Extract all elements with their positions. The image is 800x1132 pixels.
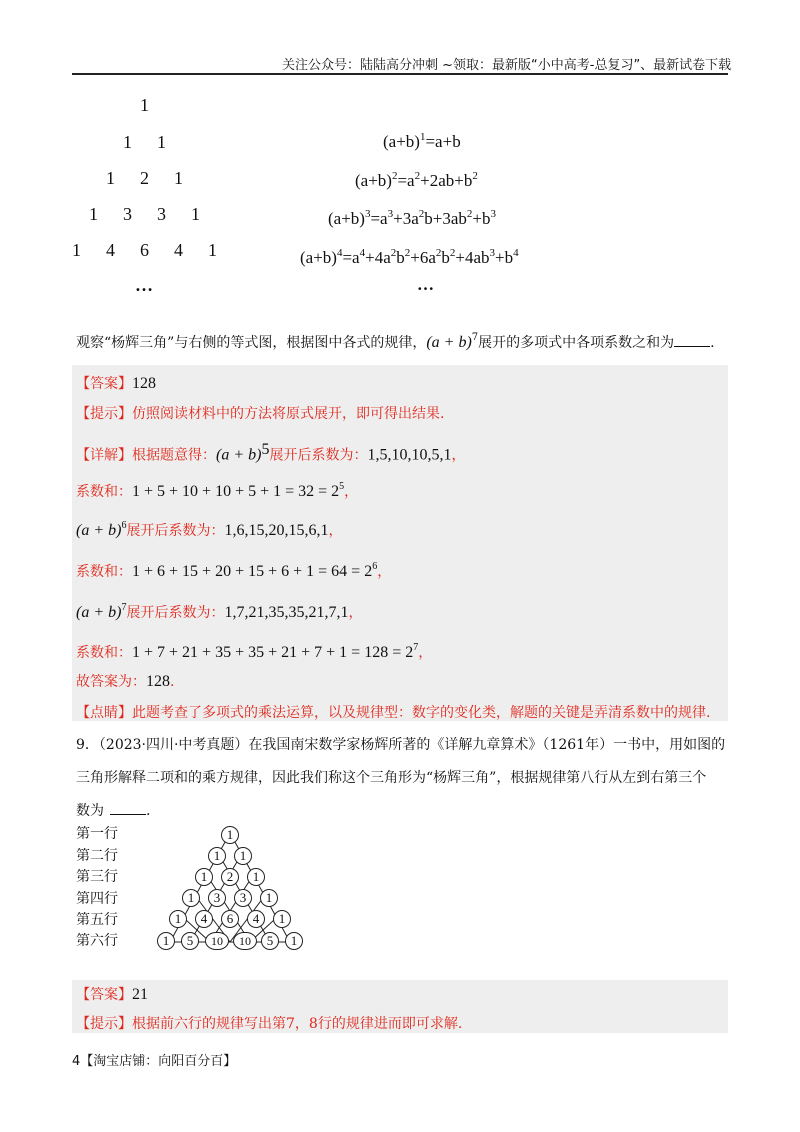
comma: ， [377,564,392,580]
eq3-term-exp: 2 [466,208,473,220]
q9-line-2: 三角形解释二项和的乘方规律，因此我们称这个三角形为“杨辉三角”，根据规律第八行从左到右第三个 [76,770,707,786]
eq4-exp: 4 [336,247,343,259]
eq1-lhs: (a+b) [383,132,420,151]
power6-exp: 6 [121,520,127,531]
power6-text: 展开后系数为： [126,523,225,539]
eq4-term: +4a [365,248,391,267]
tri-r1-c1: 1 [140,95,149,115]
tri-r3-c2: 2 [140,168,149,188]
tri-r5-c2: 4 [106,240,115,260]
hint-line [76,403,444,423]
comma: ， [348,605,363,621]
page-footer: 4【淘宝店铺：向阳百分百】 [72,1054,237,1069]
hint-tag: 【提示】 [76,1016,132,1032]
sum5-expr: 1 + 5 + 10 + 10 + 5 + 1 = 32 = 2 [132,483,340,500]
row-label-6: 第六行 [76,933,118,949]
sum7-line [76,642,432,662]
row-label-3: 第三行 [76,869,118,885]
eq2-term-exp: 2 [414,170,421,182]
tri-r5-c4: 4 [174,240,183,260]
hint-tag: 【提示】 [76,406,132,422]
tri-r2-c2: 1 [157,132,166,152]
equation-4 [300,248,519,268]
eq4-term-exp: 4 [359,247,366,259]
circle-r5-c3: 6 [221,910,239,928]
tri-r5-c1: 1 [72,240,81,260]
power5-math: (a + b) [216,446,262,464]
circle-r6-c1: 1 [157,932,175,950]
tri-r4-c3: 3 [157,204,166,224]
answer-tag: 【答案】 [76,376,132,392]
tri-r3-c1: 1 [106,168,115,188]
comment-line [76,702,710,722]
q8-text [76,332,715,352]
eq4-term-exp: 2 [404,247,411,259]
answer-value: 128 [132,375,156,392]
eq4-term: b [441,248,450,267]
hint-text: 仿照阅读材料中的方法将原式展开，即可得出结果. [132,406,445,422]
circle-r5-c2: 4 [195,910,213,928]
q9-line-3-pre: 数为 [76,803,104,819]
answer-tag: 【答案】 [76,987,132,1003]
header-divider [72,73,728,75]
answer-value: 21 [132,986,148,1003]
answer-blank [110,804,146,815]
comma: ， [451,447,466,464]
answer-line [76,373,156,393]
eq4-term-exp: 2 [435,247,442,259]
detail-tag: 【详解】 [76,447,132,464]
circle-r1-c1: 1 [221,826,239,844]
eq3-exp: 3 [364,208,371,220]
eq4-term: b [396,248,405,267]
sum-label: 系数和： [76,645,132,661]
tri-r4-c1: 1 [89,204,98,224]
sum-label: 系数和： [76,564,132,580]
detail-text: 根据题意得： [132,447,216,464]
eq-ellipsis: … [417,275,434,294]
circle-r2-c2: 1 [234,847,252,865]
eq4-term-exp: 2 [390,247,397,259]
sum-label: 系数和： [76,484,132,500]
eq3-lhs: (a+b) [328,209,365,228]
eq3-term: +b [472,209,491,228]
answer-blank [674,336,710,347]
circle-r6-c2: 5 [181,932,199,950]
hint9-line [76,1013,462,1033]
comma: ， [328,523,343,539]
eq3-term: +3a [393,209,419,228]
power7-line [76,602,362,622]
eq4-term-exp: 4 [513,247,519,259]
final-answer-line [76,671,174,691]
eq1-exp: 1 [419,131,426,143]
circle-r3-c3: 1 [247,868,265,886]
circle-r4-c4: 1 [260,889,278,907]
tri-r3-c3: 1 [174,168,183,188]
circle-r5-c5: 1 [273,910,291,928]
q8-end: . [710,335,715,351]
power7-exp: 7 [121,602,127,613]
q9-line-1: 9．（2023·四川·中考真题）在我国南宋数学家杨辉所著的《详解九章算术》（1261年）一书中，用如图的 [76,737,726,753]
eq4-term: +6a [410,248,436,267]
final-end: . [170,674,175,690]
sum5-line [76,481,358,501]
circle-r6-c5: 5 [261,932,279,950]
power6-coeffs: 1,6,15,20,15,6,1 [224,522,329,539]
power7-math: (a + b) [76,604,122,621]
circle-r2-c1: 1 [208,847,226,865]
row-label-2: 第二行 [76,848,118,864]
sum7-expr: 1 + 7 + 21 + 35 + 35 + 21 + 7 + 1 = 128 = 2 [132,644,414,661]
eq3-term-exp: 3 [387,208,394,220]
q9-line-3 [76,800,150,820]
hint-text: 根据前六行的规律写出第7，8行的规律进而即可求解. [132,1016,463,1032]
sum6-exp: 6 [372,561,378,572]
eq3-term-exp: 2 [418,208,425,220]
eq3-term: =a [370,209,388,228]
circle-r5-c1: 1 [169,910,187,928]
tri-r4-c2: 3 [123,204,132,224]
sum6-expr: 1 + 6 + 15 + 20 + 15 + 6 + 1 = 64 = 2 [132,563,373,580]
q8-text-pre: 观察“杨辉三角”与右侧的等式图，根据图中各式的规律， [76,335,427,351]
q8-text-post: 展开的多项式中各项系数之和为 [478,335,675,351]
eq2-lhs: (a+b) [355,171,392,190]
power5-exp: 5 [261,441,270,458]
eq4-term: +b [495,248,514,267]
q9-line-3-end: . [146,803,151,819]
comment-tag: 【点睛】 [76,705,132,721]
answer9-line [76,984,148,1004]
final-value: 128 [146,673,170,690]
eq1-rhs: =a+b [425,132,461,151]
comma: ， [418,645,433,661]
power6-math: (a + b) [76,522,122,539]
equation-3 [328,209,496,229]
eq4-term: +4ab [455,248,490,267]
power7-coeffs: 1,7,21,35,35,21,7,1 [224,604,349,621]
circle-r3-c1: 1 [195,868,213,886]
eq2-term-exp: 2 [472,170,478,182]
sum5-exp: 5 [339,481,345,492]
circle-r5-c4: 4 [247,910,265,928]
power5-text: 展开后系数为： [269,447,368,464]
circle-r4-c3: 3 [234,889,252,907]
eq3-term-exp: 3 [490,208,496,220]
power5-coeffs: 1,5,10,10,5,1 [367,446,452,464]
eq2-term: =a [397,171,415,190]
circle-r6-c6: 1 [285,932,303,950]
tri-r2-c1: 1 [123,132,132,152]
circle-r3-c2: 2 [221,868,239,886]
tri-r4-c4: 1 [191,204,200,224]
eq4-lhs: (a+b) [300,248,337,267]
sum6-line [76,561,391,581]
circle-r4-c2: 3 [208,889,226,907]
row-label-4: 第四行 [76,891,118,907]
equation-2 [355,171,478,191]
q8-math: (a + b) [426,334,472,351]
circle-r4-c1: 1 [182,889,200,907]
eq2-term: +2ab+b [420,171,473,190]
comma: ， [344,484,359,500]
comment-text: 此题考查了多项式的乘法运算，以及规律型：数字的变化类，解题的关键是弄清系数中的规律. [132,705,711,721]
q8-exp: 7 [471,332,479,343]
tri-ellipsis: … [135,275,153,295]
circle-r6-c3: 10 [205,932,229,950]
row-label-5: 第五行 [76,912,118,928]
tri-r5-c3: 6 [140,240,149,260]
circle-r6-c4: 10 [233,932,257,950]
power7-text: 展开后系数为： [126,605,225,621]
eq2-exp: 2 [391,170,398,182]
equation-1 [383,132,461,152]
power6-line [76,520,342,540]
page-header: 关注公众号：陆陆高分冲刺 ~领取：最新版“小中高考-总复习”、最新试卷下载 [282,58,732,73]
eq3-term: b+3ab [424,209,467,228]
final-label: 故答案为： [76,674,146,690]
eq4-term-exp: 2 [449,247,456,259]
tri-r5-c5: 1 [208,240,217,260]
row-label-1: 第一行 [76,826,118,842]
detail-line [76,441,465,465]
eq4-term: =a [342,248,360,267]
sum7-exp: 7 [413,642,419,653]
eq4-term-exp: 3 [489,247,496,259]
